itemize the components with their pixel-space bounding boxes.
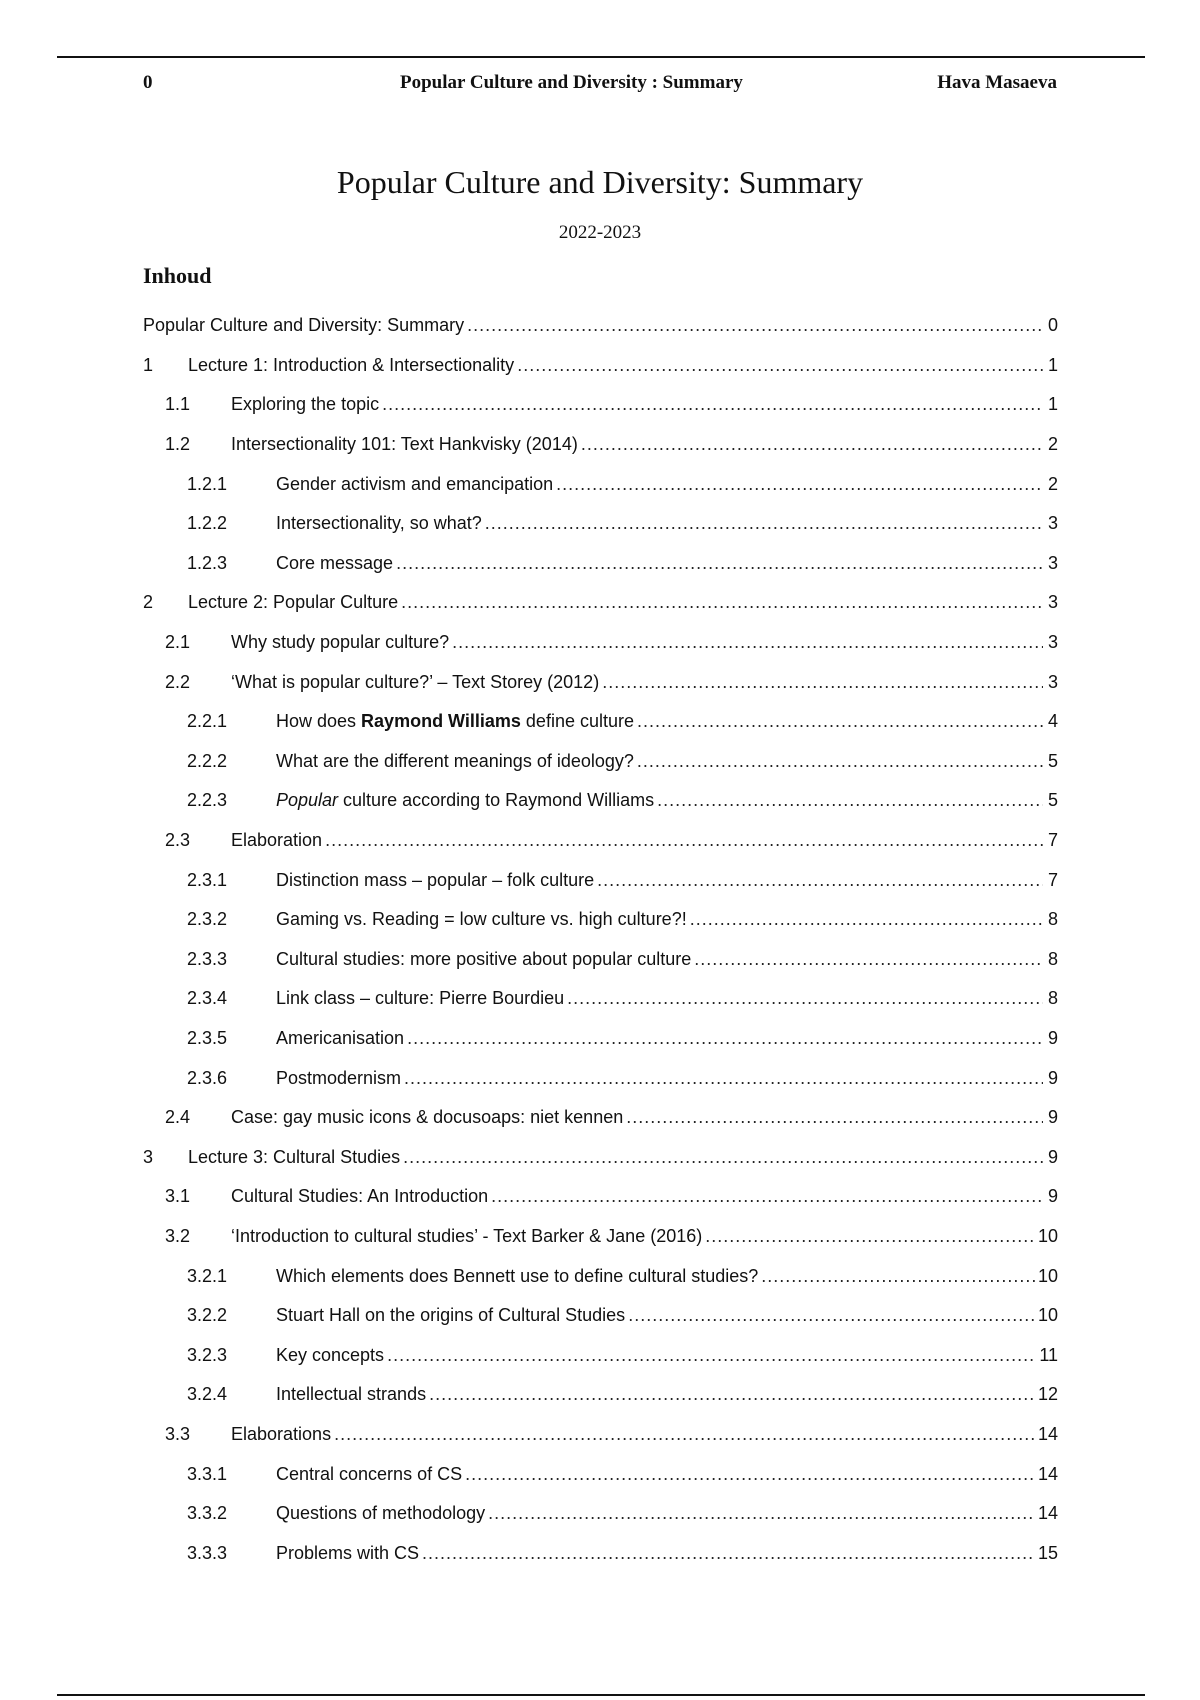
toc-entry-number: 3.2.4 [187,1384,228,1405]
toc-entry-title [276,790,654,811]
toc-entry-number: 3.3.1 [187,1463,228,1484]
toc-entry-page: 2 [1047,434,1058,455]
toc-entry-number: 3.2.2 [187,1305,228,1326]
toc-entry-number: 2.1 [165,632,191,653]
toc-entry-number: 2.3 [165,830,191,851]
toc-entry-number: 3.3.2 [187,1503,228,1524]
toc-entry-number: 1.2 [165,434,191,455]
toc-leader-dots [467,315,1043,336]
toc-leader-dots [626,1107,1043,1128]
toc-entry-page: 1 [1047,354,1058,375]
toc-entry-page: 12 [1037,1384,1058,1405]
toc-entry[interactable] [143,742,1058,782]
toc-entry[interactable] [143,1415,1058,1455]
toc-entry-number: 3.1 [165,1186,191,1207]
toc-entry-page: 9 [1047,1067,1058,1088]
toc-entry[interactable] [143,623,1058,663]
toc-entry-page: 1 [1047,394,1058,415]
toc-entry-title: Key concepts [276,1344,385,1365]
toc-leader-dots [705,1226,1035,1247]
toc-entry-page: 7 [1047,830,1058,851]
toc-entry[interactable] [143,1019,1058,1059]
toc-entry-title-part: culture according to Raymond Williams [338,790,655,811]
toc-entry[interactable] [143,662,1058,702]
toc-entry-page: 14 [1037,1463,1058,1484]
toc-entry-title: Intersectionality 101: Text Hankvisky (2014) [231,434,578,455]
toc-entry-number: 2.3.2 [187,909,228,930]
toc-entry-page: 3 [1047,552,1058,573]
document-years: 2022-2023 [558,222,642,243]
toc-entry-page: 3 [1047,671,1058,692]
toc-entry[interactable] [143,583,1058,623]
toc-entry-page: 10 [1037,1305,1058,1326]
toc-entry-number: 2.2.1 [187,711,228,732]
toc-entry-title: Stuart Hall on the origins of Cultural Studies [276,1305,626,1326]
toc-entry[interactable] [143,1454,1058,1494]
toc-leader-dots [690,909,1043,930]
toc-entry[interactable] [143,1217,1058,1257]
toc-entry[interactable] [143,1256,1058,1296]
toc-entry-title: Intersectionality, so what? [276,513,482,534]
toc-leader-dots [382,394,1043,415]
toc-entry[interactable] [143,544,1058,584]
toc-entry[interactable] [143,1335,1058,1375]
toc-entry-title: Americanisation [276,1027,405,1048]
toc-entry[interactable] [143,1177,1058,1217]
toc-entry-number: 3.2.3 [187,1344,228,1365]
table-of-contents [143,306,1058,1573]
toc-leader-dots [488,1503,1035,1524]
document-title: Popular Culture and Diversity: Summary [336,164,864,200]
toc-entry-title: Lecture 3: Cultural Studies [188,1146,401,1167]
toc-leader-dots [602,672,1043,693]
toc-entry-title: Postmodernism [276,1067,402,1088]
toc-entry-number: 2.4 [165,1107,191,1128]
toc-entry-title: Cultural studies: more positive about popular culture [276,948,692,969]
toc-leader-dots [404,1068,1043,1089]
toc-leader-dots [657,790,1043,811]
toc-entry[interactable] [143,306,1058,346]
toc-entry-number: 2.3.3 [187,948,228,969]
toc-entry-title: Questions of methodology [276,1503,486,1524]
toc-leader-dots [637,751,1043,772]
toc-entry[interactable] [143,346,1058,386]
toc-entry[interactable] [143,1137,1058,1177]
toc-entry-title: What are the different meanings of ideology? [276,750,634,771]
header-rule [57,56,1145,58]
toc-entry-page: 3 [1047,592,1058,613]
toc-entry-title: Why study popular culture? [231,632,450,653]
toc-entry[interactable] [143,1533,1058,1573]
toc-entry-title: Central concerns of CS [276,1463,463,1484]
toc-entry-number: 3.3.3 [187,1542,228,1563]
toc-entry-page: 9 [1047,1027,1058,1048]
toc-leader-dots [325,830,1043,851]
toc-entry-page: 4 [1047,711,1058,732]
toc-entry-title: Intellectual strands [276,1384,427,1405]
toc-entry-page: 10 [1037,1225,1058,1246]
toc-entry[interactable] [143,464,1058,504]
toc-leader-dots [407,1028,1043,1049]
toc-entry-number: 1.1 [165,394,191,415]
toc-entry[interactable] [143,979,1058,1019]
toc-entry-title: Elaborations [231,1423,332,1444]
toc-entry-number: 2.2.2 [187,750,228,771]
toc-entry-title-italic: Popular [276,790,339,811]
toc-entry[interactable] [143,1296,1058,1336]
toc-entry-page: 8 [1047,988,1058,1009]
toc-entry-title-part: define culture [520,711,634,732]
toc-entry-page: 2 [1047,473,1058,494]
toc-entry-page: 5 [1047,790,1058,811]
toc-entry-page: 0 [1047,315,1058,336]
toc-entry-title: Which elements does Bennett use to define cultural studies? [276,1265,759,1286]
toc-leader-dots [628,1305,1035,1326]
toc-entry-number: 2.2 [165,671,191,692]
toc-entry-title: Elaboration [231,830,323,851]
toc-leader-dots [597,870,1043,891]
toc-entry-title: Lecture 1: Introduction & Intersectionality [188,354,515,375]
toc-entry-page: 7 [1047,869,1058,890]
toc-entry-page: 9 [1047,1146,1058,1167]
header-doc-title: Popular Culture and Diversity : Summary [400,72,743,93]
toc-entry-number: 2.3.1 [187,869,228,890]
toc-entry-title-part: How does [276,711,362,732]
toc-entry-title: Cultural Studies: An Introduction [231,1186,489,1207]
toc-leader-dots [761,1266,1035,1287]
toc-leader-dots [581,434,1043,455]
toc-entry[interactable] [143,900,1058,940]
toc-entry-page: 5 [1047,750,1058,771]
toc-entry-number: 1.2.3 [187,552,228,573]
toc-entry-number: 1.2.2 [187,513,228,534]
toc-entry[interactable] [143,385,1058,425]
toc-entry-title: Link class – culture: Pierre Bourdieu [276,988,565,1009]
toc-leader-dots [396,553,1043,574]
toc-entry-number: 1.2.1 [187,473,228,494]
toc-entry[interactable] [143,1375,1058,1415]
toc-leader-dots [694,949,1043,970]
toc-entry-number: 2.3.4 [187,988,228,1009]
toc-leader-dots [637,711,1043,732]
toc-entry[interactable] [143,1058,1058,1098]
toc-entry-number: 2.2.3 [187,790,228,811]
toc-entry-page: 9 [1047,1107,1058,1128]
toc-entry-title: Case: gay music icons & docusoaps: niet kennen [231,1107,624,1128]
toc-entry-page: 14 [1037,1423,1058,1444]
toc-entry-title: Problems with CS [276,1542,420,1563]
toc-entry-page: 8 [1047,948,1058,969]
header-page-number: 0 [143,72,153,93]
toc-entry-number: 2.3.6 [187,1067,228,1088]
toc-entry-page: 11 [1039,1344,1058,1365]
toc-entry[interactable] [143,860,1058,900]
toc-entry-number: 3.3 [165,1423,191,1444]
toc-leader-dots [485,513,1043,534]
toc-entry-page: 15 [1037,1542,1058,1563]
toc-leader-dots [429,1384,1035,1405]
toc-entry-title: ‘What is popular culture?’ – Text Storey (2012) [231,671,600,692]
toc-entry-title: Exploring the topic [231,394,380,415]
toc-entry-title [276,711,634,732]
toc-entry-title: ‘Introduction to cultural studies’ - Text Barker & Jane (2016) [231,1225,703,1246]
toc-entry-page: 14 [1037,1503,1058,1524]
toc-heading: Inhoud [143,263,212,288]
footer-rule [57,1694,1145,1696]
toc-leader-dots [387,1345,1036,1366]
toc-entry-title: Core message [276,552,394,573]
toc-entry[interactable] [143,504,1058,544]
toc-entry-page: 8 [1047,909,1058,930]
toc-entry-page: 3 [1047,632,1058,653]
toc-leader-dots [491,1186,1043,1207]
toc-entry[interactable] [143,1098,1058,1138]
toc-leader-dots [465,1464,1035,1485]
toc-entry-page: 10 [1037,1265,1058,1286]
toc-entry-title-bold: Raymond Williams [361,711,521,732]
toc-entry-title: Popular Culture and Diversity: Summary [143,315,465,336]
toc-leader-dots [517,355,1043,376]
toc-entry-number: 3.2.1 [187,1265,228,1286]
toc-entry-number: 3 [143,1146,154,1167]
toc-leader-dots [567,988,1043,1009]
toc-entry-number: 1 [143,354,154,375]
toc-entry-page: 9 [1047,1186,1058,1207]
toc-entry-number: 2.3.5 [187,1027,228,1048]
toc-entry[interactable] [143,702,1058,742]
toc-entry[interactable] [143,821,1058,861]
toc-entry[interactable] [143,781,1058,821]
toc-entry[interactable] [143,1494,1058,1534]
toc-entry-title: Gender activism and emancipation [276,473,554,494]
toc-entry[interactable] [143,940,1058,980]
toc-entry-title: Lecture 2: Popular Culture [188,592,399,613]
toc-leader-dots [452,632,1043,653]
toc-entry-page: 3 [1047,513,1058,534]
toc-entry-title: Gaming vs. Reading = low culture vs. high culture?! [276,909,687,930]
toc-entry-number: 3.2 [165,1225,191,1246]
header-author: Hava Masaeva [937,72,1057,93]
toc-leader-dots [334,1424,1035,1445]
toc-leader-dots [401,592,1043,613]
toc-entry-number: 2 [143,592,154,613]
toc-entry[interactable] [143,425,1058,465]
toc-leader-dots [422,1543,1035,1564]
toc-leader-dots [403,1147,1043,1168]
toc-entry-title: Distinction mass – popular – folk culture [276,869,595,890]
toc-leader-dots [556,474,1043,495]
